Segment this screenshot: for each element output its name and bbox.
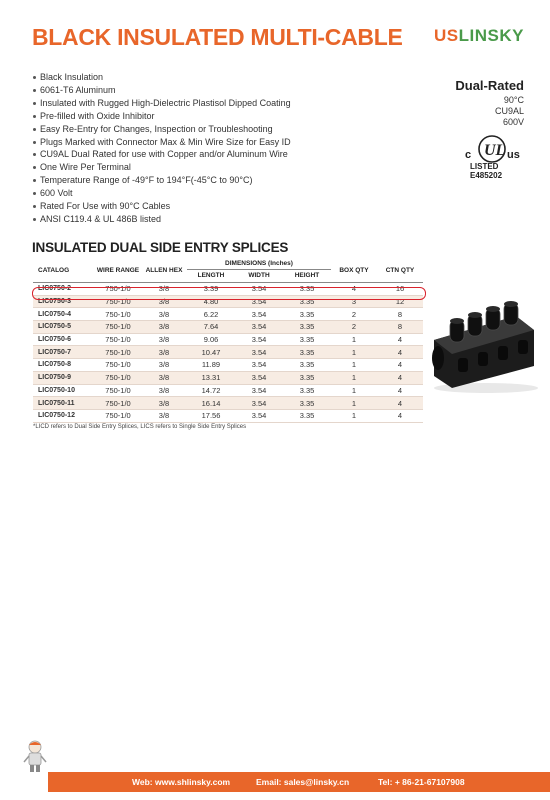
cell-wire-range: 750-1/0 xyxy=(95,409,141,422)
rating-head: Dual-Rated xyxy=(455,78,524,93)
cell-box-qty: 2 xyxy=(331,308,377,321)
cell-box-qty: 1 xyxy=(331,346,377,359)
cell-box-qty: 1 xyxy=(331,397,377,410)
cell-width: 3.54 xyxy=(235,346,283,359)
cell-height: 3.35 xyxy=(283,359,331,372)
col-header-width: WIDTH xyxy=(235,270,283,283)
cell-catalog: LIC0750-6 xyxy=(33,333,95,346)
cell-wire-range: 750-1/0 xyxy=(95,321,141,334)
feature-item: CU9AL Dual Rated for use with Copper and/or Aluminum Wire xyxy=(32,148,291,161)
cell-catalog: LIC0750-7 xyxy=(33,346,95,359)
footnote: *LICD refers to Dual Side Entry Splices, LICS refers to Single Side Entry Splices xyxy=(33,424,247,430)
cell-allen-hex: 3/8 xyxy=(141,333,187,346)
cell-wire-range: 750-1/0 xyxy=(95,346,141,359)
cell-height: 3.35 xyxy=(283,321,331,334)
feature-list xyxy=(32,71,291,226)
cell-length: 11.89 xyxy=(187,359,235,372)
cell-catalog: LIC0750-3 xyxy=(33,295,95,308)
footer-email: Email: sales@linsky.cn xyxy=(256,777,350,787)
cell-wire-range: 750-1/0 xyxy=(95,295,141,308)
cell-allen-hex: 3/8 xyxy=(141,283,187,296)
specs-table xyxy=(33,259,423,423)
table-row xyxy=(33,359,423,372)
cell-height: 3.35 xyxy=(283,295,331,308)
col-header-box-qty: BOX QTY xyxy=(331,259,377,283)
feature-item: 6061-T6 Aluminum xyxy=(32,84,291,97)
feature-item: Rated For Use with 90°C Cables xyxy=(32,200,291,213)
feature-item: One Wire Per Terminal xyxy=(32,161,291,174)
cell-allen-hex: 3/8 xyxy=(141,384,187,397)
col-header-dimensions: DIMENSIONS (Inches) xyxy=(187,259,331,270)
col-header-length: LENGTH xyxy=(187,270,235,283)
cell-length: 17.56 xyxy=(187,409,235,422)
logo-us: US xyxy=(434,26,459,45)
cell-ctn-qty: 4 xyxy=(377,384,423,397)
table-row xyxy=(33,371,423,384)
col-header-allen-hex: ALLEN HEX xyxy=(141,259,187,283)
cell-allen-hex: 3/8 xyxy=(141,308,187,321)
svg-text:UL: UL xyxy=(484,142,506,159)
ul-file-number: E485202 xyxy=(470,171,503,180)
feature-item: 600 Volt xyxy=(32,187,291,200)
rating-voltage: 600V xyxy=(502,117,524,127)
cell-height: 3.35 xyxy=(283,409,331,422)
cell-catalog: LIC0750-12 xyxy=(33,409,95,422)
cell-allen-hex: 3/8 xyxy=(141,409,187,422)
cell-height: 3.35 xyxy=(283,397,331,410)
table-row xyxy=(33,346,423,359)
cell-length: 6.22 xyxy=(187,308,235,321)
feature-item: Pre-filled with Oxide Inhibitor xyxy=(32,110,291,123)
rating-temp: 90°C xyxy=(503,95,524,105)
feature-item: Black Insulation xyxy=(32,71,291,84)
table-row xyxy=(33,397,423,410)
footer-bar xyxy=(48,772,550,792)
cell-ctn-qty: 4 xyxy=(377,397,423,410)
cell-width: 3.54 xyxy=(235,308,283,321)
cell-ctn-qty: 8 xyxy=(377,321,423,334)
cell-width: 3.54 xyxy=(235,359,283,372)
cell-wire-range: 750-1/0 xyxy=(95,397,141,410)
cell-length: 13.31 xyxy=(187,371,235,384)
cell-allen-hex: 3/8 xyxy=(141,397,187,410)
cell-catalog: LIC0750-9 xyxy=(33,371,95,384)
rating-block xyxy=(455,78,524,128)
row-highlight-outline xyxy=(32,287,426,300)
col-header-ctn-qty: CTN QTY xyxy=(377,259,423,283)
cell-box-qty: 3 xyxy=(331,295,377,308)
feature-item: Temperature Range of -49°F to 194°F(-45°C to 90°C) xyxy=(32,174,291,187)
cell-box-qty: 1 xyxy=(331,384,377,397)
cell-ctn-qty: 12 xyxy=(377,295,423,308)
cell-allen-hex: 3/8 xyxy=(141,359,187,372)
cell-ctn-qty: 4 xyxy=(377,409,423,422)
cell-ctn-qty: 16 xyxy=(377,283,423,296)
cell-length: 7.64 xyxy=(187,321,235,334)
cell-width: 3.54 xyxy=(235,384,283,397)
cell-length: 9.06 xyxy=(187,333,235,346)
cell-catalog: LIC0750-5 xyxy=(33,321,95,334)
cell-height: 3.35 xyxy=(283,308,331,321)
cell-width: 3.54 xyxy=(235,333,283,346)
col-header-wire-range: WIRE RANGE xyxy=(95,259,141,283)
page-title: BLACK INSULATED MULTI-CABLE xyxy=(32,24,403,50)
cell-wire-range: 750-1/0 xyxy=(95,384,141,397)
section-title: INSULATED DUAL SIDE ENTRY SPLICES xyxy=(32,240,289,255)
footer-web: Web: www.shlinsky.com xyxy=(132,777,231,787)
cell-height: 3.35 xyxy=(283,283,331,296)
cell-box-qty: 1 xyxy=(331,409,377,422)
cell-length: 10.47 xyxy=(187,346,235,359)
table-row xyxy=(33,308,423,321)
ul-c-label: c xyxy=(465,149,472,161)
feature-item: Plugs Marked with Connector Max & Min Wire Size for Easy ID xyxy=(32,136,291,149)
cell-box-qty: 1 xyxy=(331,371,377,384)
cell-width: 3.54 xyxy=(235,295,283,308)
feature-item: Insulated with Rugged High-Dielectric Plastisol Dipped Coating xyxy=(32,97,291,110)
cell-ctn-qty: 8 xyxy=(377,308,423,321)
cell-length: 16.14 xyxy=(187,397,235,410)
table-row xyxy=(33,384,423,397)
footer-tel: Tel: + 86-21-67107908 xyxy=(378,777,465,787)
cell-width: 3.54 xyxy=(235,397,283,410)
col-header-catalog: CATALOG xyxy=(33,259,95,283)
splice-connector-image xyxy=(424,296,542,396)
cell-height: 3.35 xyxy=(283,384,331,397)
cell-ctn-qty: 4 xyxy=(377,359,423,372)
cell-length: 3.39 xyxy=(187,283,235,296)
cell-length: 14.72 xyxy=(187,384,235,397)
rating-material: CU9AL xyxy=(494,106,524,116)
cell-catalog: LIC0750-8 xyxy=(33,359,95,372)
cell-allen-hex: 3/8 xyxy=(141,295,187,308)
ul-listed-label: LISTED xyxy=(470,162,499,171)
cell-wire-range: 750-1/0 xyxy=(95,371,141,384)
cell-wire-range: 750-1/0 xyxy=(95,308,141,321)
mascot-icon xyxy=(20,738,50,774)
cell-allen-hex: 3/8 xyxy=(141,346,187,359)
cell-width: 3.54 xyxy=(235,321,283,334)
cell-height: 3.35 xyxy=(283,346,331,359)
cell-box-qty: 1 xyxy=(331,359,377,372)
cell-box-qty: 1 xyxy=(331,333,377,346)
cell-catalog: LIC0750-2 xyxy=(33,283,95,296)
cell-catalog: LIC0750-10 xyxy=(33,384,95,397)
cell-height: 3.35 xyxy=(283,333,331,346)
table-row xyxy=(33,333,423,346)
feature-item: ANSI C119.4 & UL 486B listed xyxy=(32,213,291,226)
cell-length: 4.80 xyxy=(187,295,235,308)
cell-width: 3.54 xyxy=(235,371,283,384)
brand-logo xyxy=(434,26,524,46)
table-row xyxy=(33,409,423,422)
ul-us-label: us xyxy=(507,149,520,161)
cell-box-qty: 4 xyxy=(331,283,377,296)
cell-ctn-qty: 4 xyxy=(377,333,423,346)
cell-box-qty: 2 xyxy=(331,321,377,334)
cell-catalog: LIC0750-4 xyxy=(33,308,95,321)
cell-allen-hex: 3/8 xyxy=(141,371,187,384)
cell-width: 3.54 xyxy=(235,409,283,422)
table-row xyxy=(33,321,423,334)
cell-allen-hex: 3/8 xyxy=(141,321,187,334)
cell-height: 3.35 xyxy=(283,371,331,384)
cell-wire-range: 750-1/0 xyxy=(95,283,141,296)
cell-wire-range: 750-1/0 xyxy=(95,359,141,372)
cell-ctn-qty: 4 xyxy=(377,346,423,359)
cell-catalog: LIC0750-11 xyxy=(33,397,95,410)
logo-linsky: LINSKY xyxy=(458,26,524,45)
feature-item: Easy Re-Entry for Changes, Inspection or Troubleshooting xyxy=(32,123,291,136)
cell-wire-range: 750-1/0 xyxy=(95,333,141,346)
cell-width: 3.54 xyxy=(235,283,283,296)
cell-ctn-qty: 4 xyxy=(377,371,423,384)
col-header-height: HEIGHT xyxy=(283,270,331,283)
